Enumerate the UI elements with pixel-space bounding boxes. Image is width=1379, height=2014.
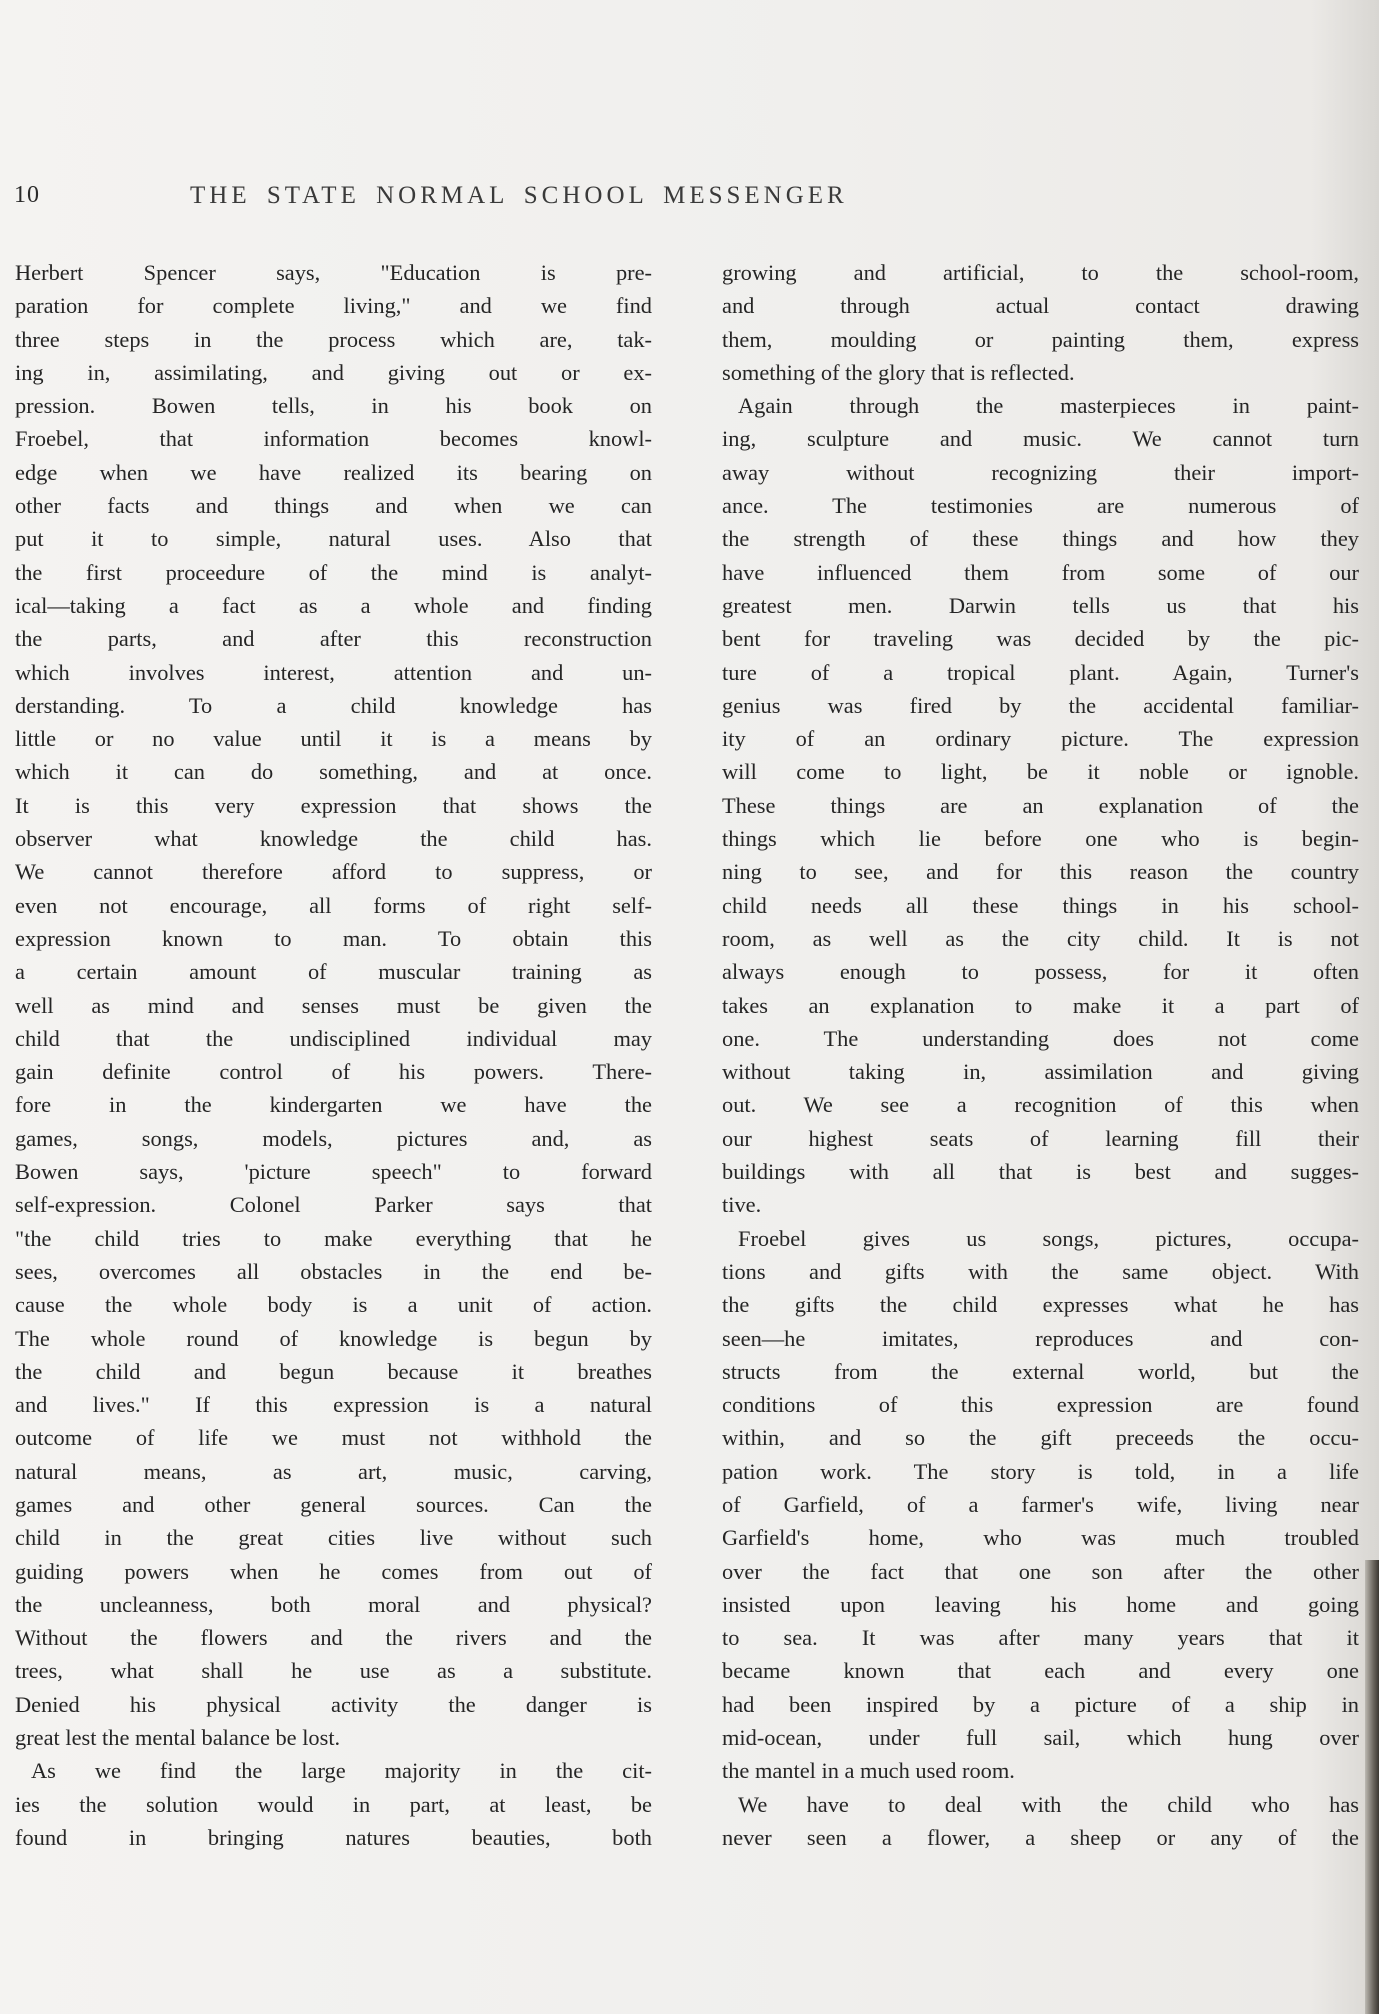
text-line: and lives." If this expression is a natural [15,1392,652,1418]
text-line: natural means, as art, music, carving, [15,1458,652,1484]
running-head: THE STATE NORMAL SCHOOL MESSENGER [190,182,848,209]
text-line: paration for complete living," and we find [15,293,652,319]
text-line: to sea. It was after many years that it [722,1625,1359,1651]
text-line: sees, overcomes all obstacles in the end be- [15,1258,652,1284]
text-line: "the child tries to make everything that he [15,1225,652,1251]
text-line: ity of an ordinary picture. The expression [722,726,1359,752]
text-line: within, and so the gift preceeds the occu- [722,1425,1359,1451]
text-line: have influenced them from some of our [722,559,1359,585]
text-line: them, moulding or painting them, express [722,326,1359,352]
text-line: without taking in, assimilation and giving [722,1059,1359,1085]
text-line: games, songs, models, pictures and, as [15,1125,652,1151]
text-line: expression known to man. To obtain this [15,925,652,951]
right-text-column [722,256,1359,1854]
text-line: derstanding. To a child knowledge has [15,692,652,718]
text-line: guiding powers when he comes from out of [15,1558,652,1584]
text-line: the child and begun because it breathes [15,1358,652,1384]
text-line: We have to deal with the child who has [738,1791,1359,1817]
text-line: the gifts the child expresses what he has [722,1292,1359,1318]
text-line: As we find the large majority in the cit- [31,1758,652,1784]
text-line: insisted upon leaving his home and going [722,1591,1359,1617]
text-line: pression. Bowen tells, in his book on [15,393,652,419]
text-line: child that the undisciplined individual may [15,1025,652,1051]
text-line: of Garfield, of a farmer's wife, living near [722,1491,1359,1517]
text-line: conditions of this expression are found [722,1392,1359,1418]
text-line: a certain amount of muscular training as [15,959,652,985]
text-line: These things are an explanation of the [722,792,1359,818]
text-line: will come to light, be it noble or ignoble. [722,759,1359,785]
text-line: We cannot therefore afford to suppress, or [15,859,652,885]
text-line: trees, what shall he use as a substitute. [15,1658,652,1684]
text-line: found in bringing natures beauties, both [15,1824,652,1850]
text-line: ical—taking a fact as a whole and finding [15,592,652,618]
text-line: ance. The testimonies are numerous of [722,493,1359,519]
text-line: great lest the mental balance be lost. [15,1725,341,1751]
text-line: out. We see a recognition of this when [722,1092,1359,1118]
text-line: the parts, and after this reconstruction [15,626,652,652]
text-line: well as mind and senses must be given the [15,992,652,1018]
text-line: fore in the kindergarten we have the [15,1092,652,1118]
text-line: always enough to possess, for it often [722,959,1359,985]
text-line: gain definite control of his powers. There- [15,1059,652,1085]
text-line: ture of a tropical plant. Again, Turner's [722,659,1359,685]
text-line: child in the great cities live without such [15,1525,652,1551]
text-line: The whole round of knowledge is begun by [15,1325,652,1351]
text-line: became known that each and every one [722,1658,1359,1684]
text-line: three steps in the process which are, tak- [15,326,652,352]
text-line: outcome of life we must not withhold the [15,1425,652,1451]
text-line: ing, sculpture and music. We cannot turn [722,426,1359,452]
text-line: It is this very expression that shows the [15,792,652,818]
text-line: Herbert Spencer says, "Education is pre- [15,260,652,285]
text-line: Bowen says, 'picture speech" to forward [15,1159,652,1185]
text-line: something of the glory that is reflected. [722,359,1075,385]
text-line: never seen a flower, a sheep or any of the [722,1824,1359,1850]
text-line: Denied his physical activity the danger is [15,1691,652,1717]
text-line: genius was fired by the accidental familiar- [722,692,1359,718]
text-line: buildings with all that is best and sugges- [722,1159,1359,1185]
text-line: growing and artificial, to the school-room, [722,260,1359,285]
text-line: the uncleanness, both moral and physical? [15,1591,652,1617]
text-line: mid-ocean, under full sail, which hung over [722,1725,1359,1751]
text-line: tions and gifts with the same object. With [722,1258,1359,1284]
text-line: observer what knowledge the child has. [15,826,652,852]
text-line: things which lie before one who is begin- [722,826,1359,852]
text-line: put it to simple, natural uses. Also that [15,526,652,552]
text-line: child needs all these things in his school- [722,892,1359,918]
text-line: Froebel gives us songs, pictures, occupa- [738,1225,1359,1251]
text-line: Froebel, that information becomes knowl- [15,426,652,452]
text-line: our highest seats of learning fill their [722,1125,1359,1151]
page-edge-shadow [1365,1560,1379,2014]
text-line: little or no value until it is a means by [15,726,652,752]
text-line: room, as well as the city child. It is not [722,925,1359,951]
text-line: games and other general sources. Can the [15,1491,652,1517]
text-line: pation work. The story is told, in a life [722,1458,1359,1484]
text-line: away without recognizing their import- [722,459,1359,485]
text-line: bent for traveling was decided by the pic- [722,626,1359,652]
text-line: ing in, assimilating, and giving out or ex- [15,359,652,385]
text-line: ies the solution would in part, at least, be [15,1791,652,1817]
text-line: over the fact that one son after the other [722,1558,1359,1584]
text-line: the first proceedure of the mind is analyt- [15,559,652,585]
text-line: other facts and things and when we can [15,493,652,519]
text-line: greatest men. Darwin tells us that his [722,592,1359,618]
text-line: self-expression. Colonel Parker says that [15,1192,652,1218]
text-line: had been inspired by a picture of a ship in [722,1691,1359,1717]
text-line: Without the flowers and the rivers and the [15,1625,652,1651]
text-line: the mantel in a much used room. [722,1758,1015,1784]
text-line: and through actual contact drawing [722,293,1359,319]
text-line: which involves interest, attention and un- [15,659,652,685]
text-line: tive. [722,1192,762,1218]
text-line: even not encourage, all forms of right self- [15,892,652,918]
text-line: seen—he imitates, reproduces and con- [722,1325,1359,1351]
left-text-column [15,256,652,1854]
text-line: Again through the masterpieces in paint- [738,393,1359,419]
text-line: which it can do something, and at once. [15,759,652,785]
text-line: cause the whole body is a unit of action. [15,1292,652,1318]
text-line: ning to see, and for this reason the country [722,859,1359,885]
text-line: one. The understanding does not come [722,1025,1359,1051]
text-line: takes an explanation to make it a part of [722,992,1359,1018]
page-number: 10 [14,182,40,208]
text-line: the strength of these things and how they [722,526,1359,552]
text-line: structs from the external world, but the [722,1358,1359,1384]
text-line: Garfield's home, who was much troubled [722,1525,1359,1551]
text-line: edge when we have realized its bearing on [15,459,652,485]
